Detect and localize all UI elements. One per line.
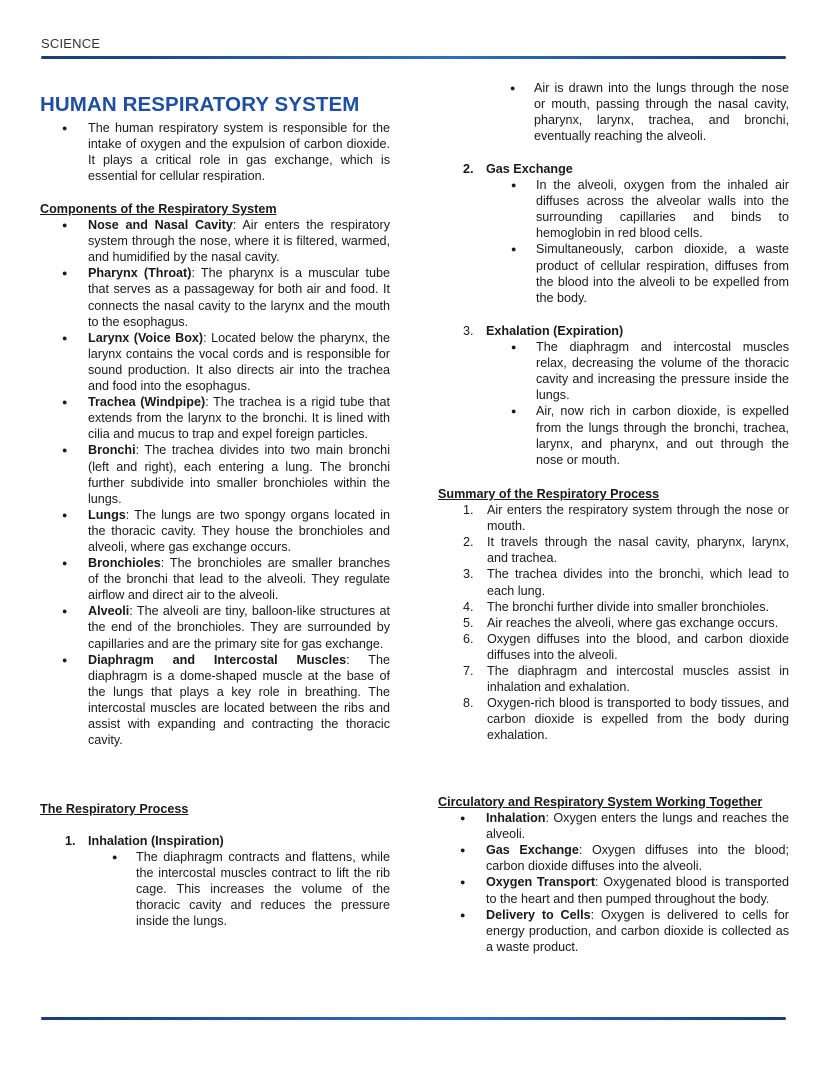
summary-heading: Summary of the Respiratory Process xyxy=(438,487,660,501)
component-desc: : Located below the pharynx, the larynx contains the vocal cords and is responsible for sound production. It also directs air into the trachea and food into the esophagus. xyxy=(88,330,390,394)
summary-list xyxy=(438,502,789,743)
summary-text: The bronchi further divide into smaller bronchioles. xyxy=(487,599,770,614)
step-number: 2. xyxy=(463,162,474,176)
component-desc: : The diaphragm is a dome-shaped muscle at the base of the lungs that plays a key role in breathing. The intercostal muscles are located between the ribs and assist with expanding and contracting the thoracic cavity. xyxy=(88,652,390,748)
step-title-text: Inhalation (Inspiration) xyxy=(88,834,224,848)
component-desc: : The pharynx is a muscular tube that serves as a passageway for both air and food. It connects the nasal cavity to the larynx and the mouth to the esophagus. xyxy=(88,266,391,329)
step-bullets xyxy=(438,339,789,468)
component-desc: : The trachea divides into two main bronchi (left and right), each entering a lung. The bronchi further subdivide into smaller bronchioles within the lungs. xyxy=(88,443,390,506)
component-item-pharynx xyxy=(40,265,390,329)
component-item-nose xyxy=(40,217,390,265)
summary-item xyxy=(438,615,789,631)
circulatory-desc: : Oxygen is delivered to cells for energy production, and carbon dioxide is collected as a waste product. xyxy=(486,907,789,954)
summary-item xyxy=(438,599,789,615)
circulatory-item xyxy=(438,810,789,842)
summary-item xyxy=(438,502,789,534)
summary-text: Oxygen diffuses into the blood, and carbon dioxide diffuses into the alveoli. xyxy=(487,631,789,662)
step-bullet: ● Air is drawn into the lungs through the nose or mouth, passing through the nasal cavity, pharynx, larynx, trachea, and bronchi, eventually reaching the alveoli. xyxy=(438,80,789,144)
step-title xyxy=(438,161,789,177)
circulatory-desc: : Oxygen enters the lungs and reaches the alveoli. xyxy=(486,811,789,842)
component-term: Nose and Nasal Cavity xyxy=(88,218,233,233)
summary-number: 4. xyxy=(463,599,474,614)
circulatory-desc: : Oxygen diffuses into the blood; carbon dioxide diffuses into the alveoli. xyxy=(486,843,789,874)
components-list xyxy=(40,217,390,748)
header-rule xyxy=(41,56,786,59)
summary-number: 1. xyxy=(463,503,474,518)
summary-item xyxy=(438,695,789,743)
component-item-larynx xyxy=(40,330,390,394)
component-term: Bronchi xyxy=(88,443,136,458)
process-step-3 xyxy=(438,323,789,468)
summary-section xyxy=(438,486,789,744)
summary-text: Air reaches the alveoli, where gas exchange occurs. xyxy=(487,615,779,630)
component-desc: : The bronchioles are smaller branches of the bronchi that lead to the alveoli. They regulate airflow and direct air to the alveoli. xyxy=(88,556,390,603)
step-bullet: ● Air, now rich in carbon dioxide, is expelled from the lungs through the bronchi, trachea, larynx, and pharynx, and out through the nose or mouth. xyxy=(438,403,789,467)
footer-rule xyxy=(41,1017,786,1020)
component-term: Alveoli xyxy=(88,604,130,619)
summary-text: Air enters the respiratory system through the nose or mouth. xyxy=(487,503,789,534)
component-item-bronchi xyxy=(40,442,390,506)
summary-item xyxy=(438,534,789,566)
summary-text: The trachea divides into the bronchi, which lead to each lung. xyxy=(487,567,789,598)
circulatory-desc: : Oxygenated blood is transported to the heart and then pumped throughout the body. xyxy=(486,875,789,906)
process-step-2 xyxy=(438,161,789,306)
step-number: 3. xyxy=(463,324,474,338)
step-bullet: ● The diaphragm contracts and flattens, while the intercostal muscles contract to lift the rib cage. This increases the volume of the thoracic cavity and reduces the pressure inside the lungs. xyxy=(40,849,390,929)
summary-text: The diaphragm and intercostal muscles assist in inhalation and exhalation. xyxy=(487,664,789,695)
step-bullet: ● Simultaneously, carbon dioxide, a waste product of cellular respiration, diffuses from the blood into the alveoli to be expelled from the body. xyxy=(438,241,789,305)
process-step-1 xyxy=(40,833,390,930)
component-term: Bronchioles xyxy=(88,556,161,571)
component-desc: : The lungs are two spongy organs located in the thoracic cavity. They house the bronchioles and alveoli, where gas exchange occurs. xyxy=(88,507,390,554)
circulatory-term: Delivery to Cells xyxy=(486,907,591,922)
component-item-bronchioles xyxy=(40,555,390,603)
component-term: Diaphragm and Intercostal Muscles xyxy=(88,652,347,667)
circulatory-list xyxy=(438,810,789,955)
circulatory-item xyxy=(438,842,789,874)
step-bullet: ● In the alveoli, oxygen from the inhaled air diffuses across the alveolar walls into the surrounding capillaries and binds to hemoglobin in red blood cells. xyxy=(438,177,789,241)
circulatory-item xyxy=(438,907,789,955)
summary-text: Oxygen-rich blood is transported to body tissues, and carbon dioxide is expelled from the body during exhalation. xyxy=(487,696,789,743)
component-term: Pharynx (Throat) xyxy=(88,266,192,281)
component-item-lungs xyxy=(40,507,390,555)
components-heading: Components of the Respiratory System xyxy=(40,202,277,216)
step-bullet: ● The diaphragm and intercostal muscles relax, decreasing the volume of the thoracic cavity and increasing the pressure inside the lungs. xyxy=(438,339,789,403)
summary-item xyxy=(438,663,789,695)
step-number: 1. xyxy=(65,834,76,848)
components-section xyxy=(40,201,390,748)
summary-number: 7. xyxy=(463,664,474,679)
summary-text: It travels through the nasal cavity, pharynx, larynx, and trachea. xyxy=(487,535,789,566)
summary-number: 5. xyxy=(463,615,474,630)
summary-item xyxy=(438,631,789,663)
component-term: Lungs xyxy=(88,507,126,522)
circulatory-term: Oxygen Transport xyxy=(486,875,596,890)
circulatory-heading: Circulatory and Respiratory System Working Together xyxy=(438,795,763,809)
circulatory-section xyxy=(438,794,789,955)
component-item-trachea xyxy=(40,394,390,442)
circulatory-term: Inhalation xyxy=(486,811,546,826)
component-desc: : The trachea is a rigid tube that extends from the larynx to the bronchi. It is lined with cilia and mucus to trap and expel foreign particles. xyxy=(88,395,391,442)
intro-list xyxy=(40,120,390,184)
step-title-text: Gas Exchange xyxy=(486,162,573,176)
process-heading: The Respiratory Process xyxy=(40,802,189,816)
step-title xyxy=(438,323,789,339)
summary-number: 6. xyxy=(463,631,474,646)
component-desc: : The alveoli are tiny, balloon-like structures at the end of the bronchioles. They are surrounded by capillaries and are the primary site for gas exchange. xyxy=(88,604,390,651)
component-item-diaphragm xyxy=(40,652,390,749)
step-bullets xyxy=(438,177,789,306)
page-title: HUMAN RESPIRATORY SYSTEM xyxy=(40,93,360,116)
step-title xyxy=(40,833,390,849)
summary-item xyxy=(438,566,789,598)
summary-number: 2. xyxy=(463,535,474,550)
step-1-continued xyxy=(438,80,789,144)
step-title-text: Exhalation (Expiration) xyxy=(486,324,624,338)
step-bullets xyxy=(40,849,390,929)
component-desc: : Air enters the respiratory system through the nose, where it is filtered, warmed, and humidified by the nasal cavity. xyxy=(88,218,390,265)
component-item-alveoli xyxy=(40,603,390,651)
circulatory-item xyxy=(438,874,789,906)
summary-number: 3. xyxy=(463,567,474,582)
component-term: Trachea (Windpipe) xyxy=(88,395,206,410)
component-term: Larynx (Voice Box) xyxy=(88,330,204,345)
summary-number: 8. xyxy=(463,696,474,711)
intro-paragraph: ● The human respiratory system is responsible for the intake of oxygen and the expulsion of carbon dioxide. It plays a critical role in gas exchange, which is essential for cellular respiration. xyxy=(40,120,390,184)
circulatory-term: Gas Exchange xyxy=(486,843,579,858)
header-label: SCIENCE xyxy=(41,36,101,51)
